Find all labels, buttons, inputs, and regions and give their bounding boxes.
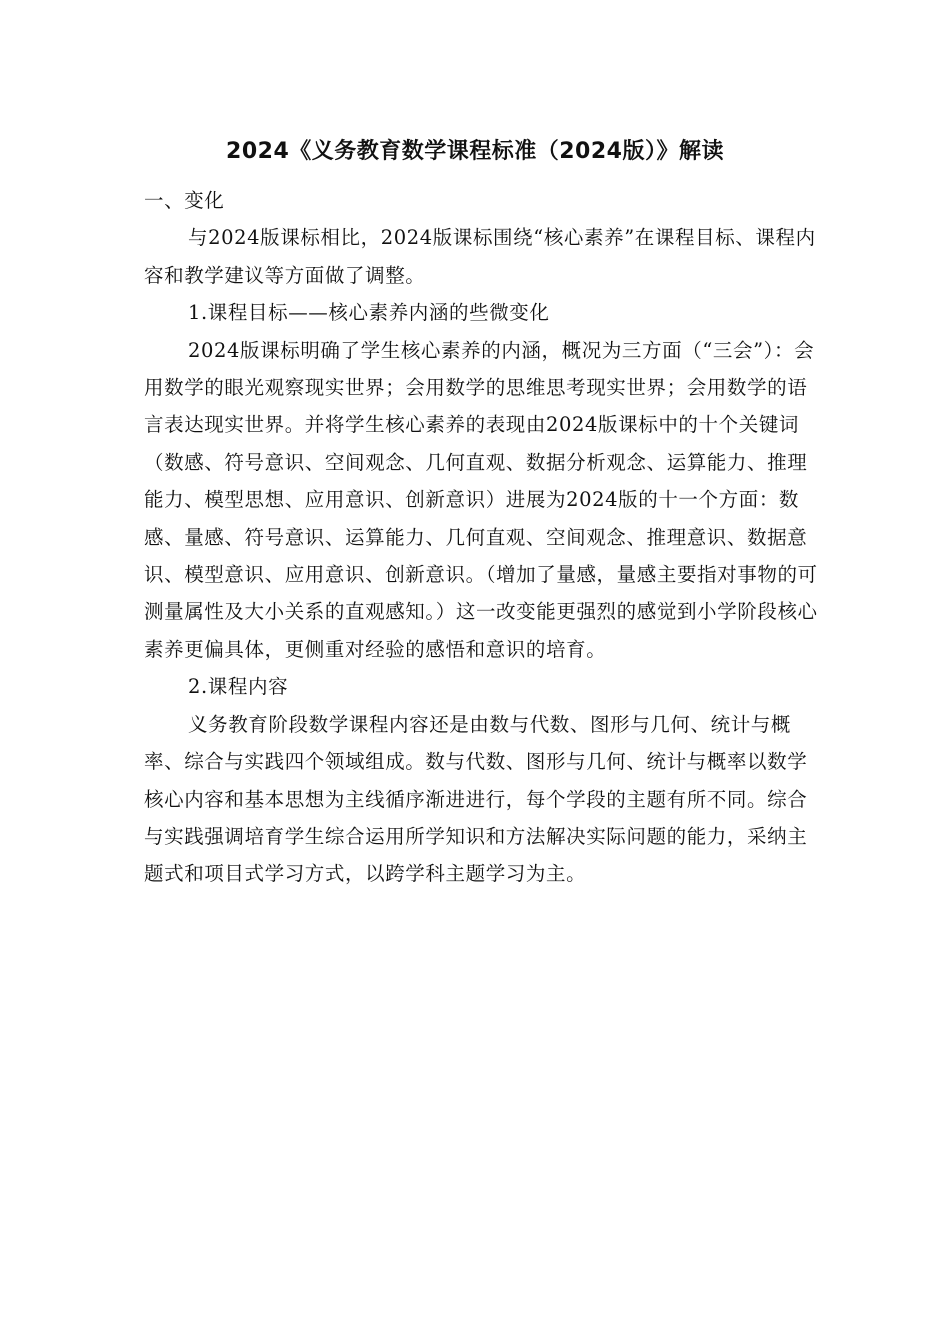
subsection-heading: 1.课程目标——核心素养内涵的些微变化 [188, 301, 550, 325]
document-title: 2024《义务教育数学课程标准（2024版）》解读 [226, 139, 724, 164]
body-paragraph: 与2024版课标相比，2024版课标围绕“核心素养”在课程目标、课程内容和教学建议等方面做了调整。 [144, 226, 816, 287]
body-paragraph: 2024版课标明确了学生核心素养的内涵，概况为三方面（“三会”）：会用数学的眼光观察现实世界；会用数学的思维思考现实世界；会用数学的语言表达现实世界。并将学生核心素养的表现由2024版课标中的十个关键词（数感、符号意识、空间观念、几何直观、数据分析观念、运算能力、推理能力、模型思想、应用意识、创新意识）进展为2024版的十一个方面：数感、量感、符号意识、运算能力、几何直观、空间观念、推理意识、数据意识、模型意识、应用意识、创新意识。（增加了量感，量感主要指对事物的可测量属性及大小关系的直观感知。）这一改变能更强烈的感觉到小学阶段核心素养更偏具体，更侧重对经验的感悟和意识的培育。 [144, 338, 818, 661]
subsection-heading: 2.课程内容 [188, 675, 289, 699]
body-paragraph: 义务教育阶段数学课程内容还是由数与代数、图形与几何、统计与概率、综合与实践四个领域组成。数与代数、图形与几何、统计与概率以数学核心内容和基本思想为主线循序渐进进行，每个学段的主题有所不同。综合与实践强调培育学生综合运用所学知识和方法解决实际问题的能力，采纳主题式和项目式学习方式，以跨学科主题学习为主。 [144, 712, 808, 886]
document-body [144, 182, 820, 893]
section-heading: 一、变化 [144, 189, 225, 212]
